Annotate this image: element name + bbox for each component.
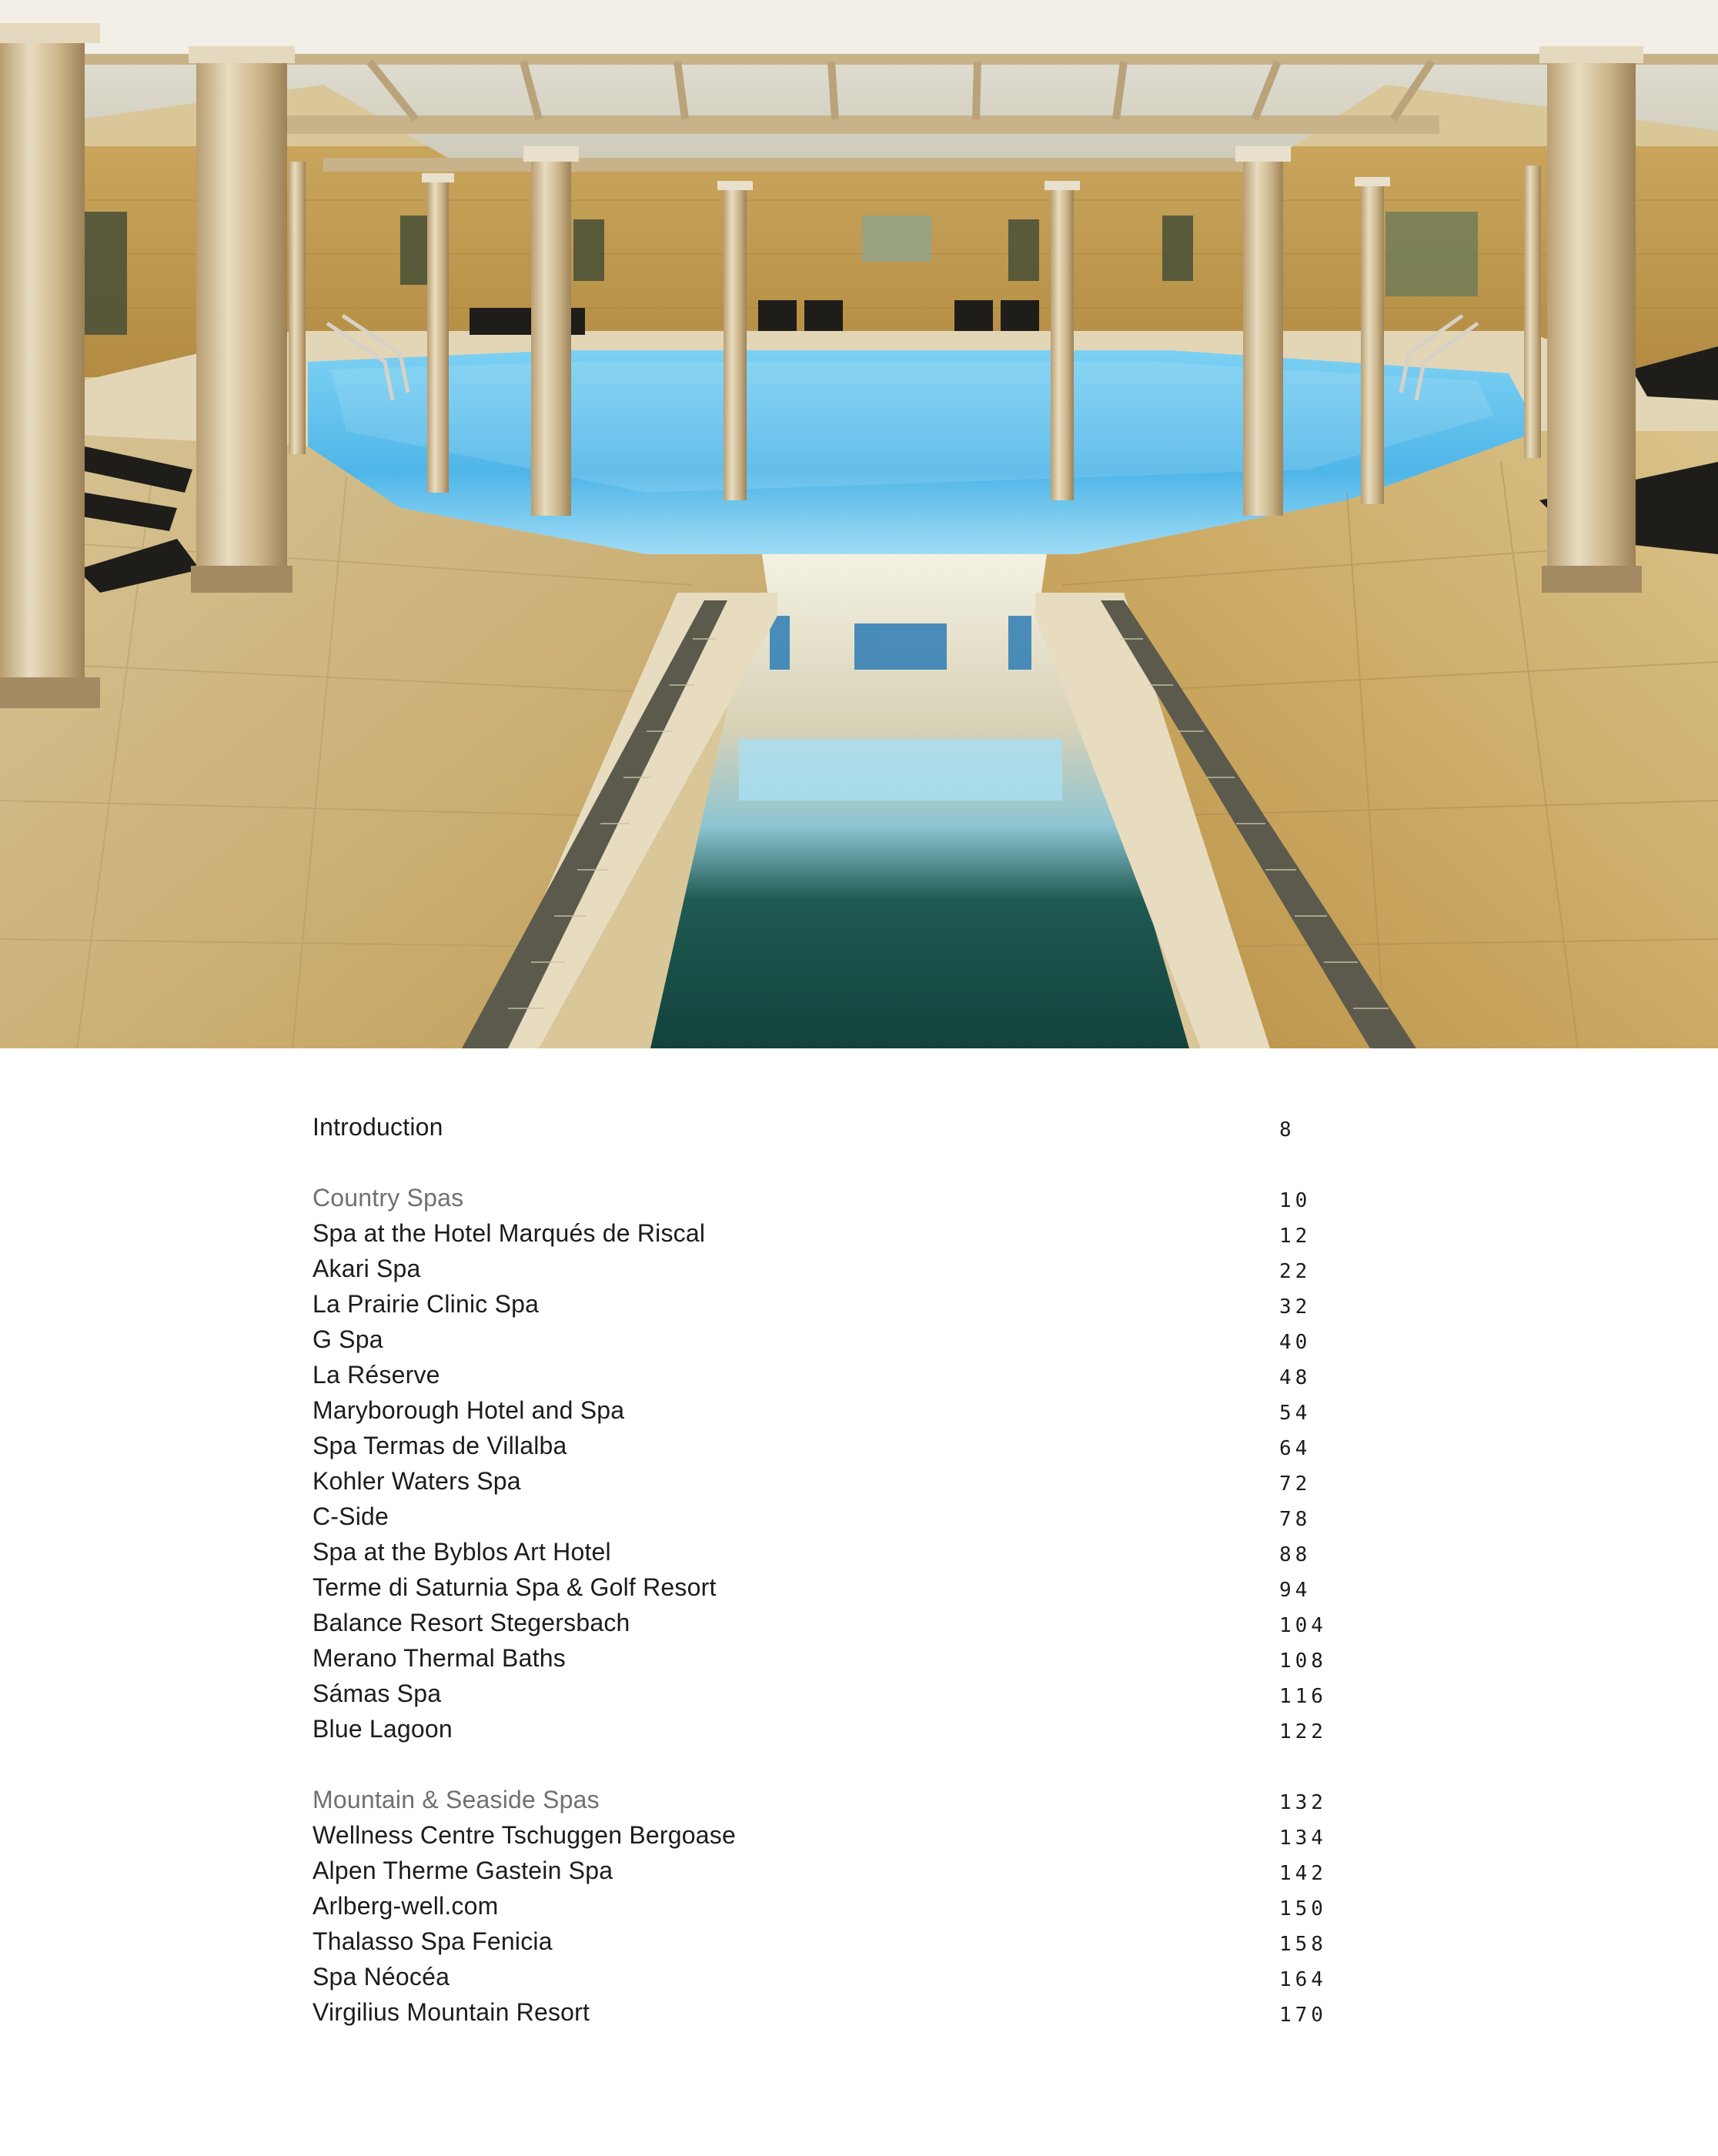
toc-entry-title: Alpen Therme Gastein Spa: [313, 1857, 613, 1884]
toc-entry: [313, 1395, 1344, 1430]
toc-entry-title: Wellness Centre Tschuggen Bergoase: [313, 1821, 736, 1849]
toc-entry-introduction: [313, 1111, 1344, 1147]
toc-entry-page: 12: [1279, 1225, 1312, 1248]
toc-entry-title: Spa at the Hotel Marqués de Riscal: [313, 1219, 706, 1247]
toc-section-page: 10: [1279, 1189, 1312, 1212]
toc-entry: [313, 1430, 1344, 1466]
toc-entry-page: 164: [1279, 1968, 1327, 1991]
toc-entry-title: G Spa: [313, 1325, 383, 1353]
toc-entry-page: 170: [1279, 2004, 1327, 2027]
toc-entry-page: 94: [1279, 1579, 1312, 1602]
toc-entry: [313, 1678, 1344, 1713]
toc-entry-page: 142: [1279, 1862, 1327, 1885]
toc-entry-title: Merano Thermal Baths: [313, 1644, 566, 1672]
toc-entry-page: 72: [1279, 1472, 1312, 1496]
toc-entry-page: 40: [1279, 1331, 1312, 1354]
toc-entry-page: 88: [1279, 1543, 1312, 1566]
toc-section-title: Mountain & Seaside Spas: [313, 1786, 600, 1813]
toc-entry-title: Akari Spa: [313, 1255, 421, 1282]
toc-entry-page: 22: [1279, 1260, 1312, 1283]
toc-section-title: Country Spas: [313, 1184, 464, 1212]
toc-entry-title: Sámas Spa: [313, 1680, 442, 1707]
toc-entry-title: Kohler Waters Spa: [313, 1467, 521, 1495]
toc-entry-page: 48: [1279, 1366, 1312, 1389]
toc-entry-page: 104: [1279, 1614, 1327, 1637]
toc-entry: [313, 1643, 1344, 1678]
toc-entry: [313, 1572, 1344, 1607]
toc-entry-title: La Prairie Clinic Spa: [313, 1290, 540, 1318]
toc-entry: [313, 1253, 1344, 1289]
toc-entry-page: 78: [1279, 1508, 1312, 1531]
toc-entry: [313, 1820, 1344, 1855]
toc-entry-title: Arlberg-well.com: [313, 1892, 499, 1920]
toc-entry-title: Introduction: [313, 1113, 443, 1141]
toc-entry-title: Terme di Saturnia Spa & Golf Resort: [313, 1573, 717, 1601]
toc-entry: [313, 1536, 1344, 1572]
toc-entry-title: Blue Lagoon: [313, 1715, 453, 1743]
toc-entry: [313, 1855, 1344, 1890]
toc-entry: [313, 1501, 1344, 1536]
toc-entry: [313, 1997, 1344, 2032]
toc-entry: [313, 1713, 1344, 1749]
toc-section-country-spas: [313, 1182, 1344, 1218]
toc-entry-title: Spa Néocéa: [313, 1963, 450, 1991]
toc-entry-title: C-Side: [313, 1503, 389, 1530]
toc-entry-page: 64: [1279, 1437, 1312, 1460]
toc-entry: [313, 1890, 1344, 1926]
toc-entry-page: 134: [1279, 1827, 1327, 1850]
toc-entry: [313, 1324, 1344, 1359]
toc-entry-page: 8: [1279, 1118, 1295, 1142]
toc-entry: [313, 1359, 1344, 1395]
toc-entry-title: Spa at the Byblos Art Hotel: [313, 1538, 611, 1566]
toc-entry: [313, 1961, 1344, 1997]
toc-entry-page: 108: [1279, 1650, 1327, 1673]
toc-entry-page: 54: [1279, 1402, 1312, 1425]
toc-section-page: 132: [1279, 1791, 1327, 1814]
toc-entry: [313, 1289, 1344, 1324]
toc-section-mountain-seaside-spas: [313, 1784, 1344, 1820]
toc-entry-title: Virgilius Mountain Resort: [313, 1998, 590, 2026]
toc-entry-page: 116: [1279, 1685, 1327, 1708]
toc-entry-title: Maryborough Hotel and Spa: [313, 1396, 625, 1424]
toc-entry-page: 32: [1279, 1295, 1312, 1319]
toc-entry-title: Thalasso Spa Fenicia: [313, 1927, 553, 1955]
toc-entry: [313, 1466, 1344, 1501]
toc-entry: [313, 1607, 1344, 1643]
toc-entry-title: La Réserve: [313, 1361, 440, 1389]
toc-entry-page: 122: [1279, 1720, 1327, 1743]
toc-entry: [313, 1926, 1344, 1961]
toc-entry: [313, 1218, 1344, 1253]
toc-entry-page: 150: [1279, 1897, 1327, 1920]
toc-entry-title: Balance Resort Stegersbach: [313, 1609, 630, 1636]
toc-entry-page: 158: [1279, 1933, 1327, 1956]
toc-entry-title: Spa Termas de Villalba: [313, 1432, 567, 1459]
